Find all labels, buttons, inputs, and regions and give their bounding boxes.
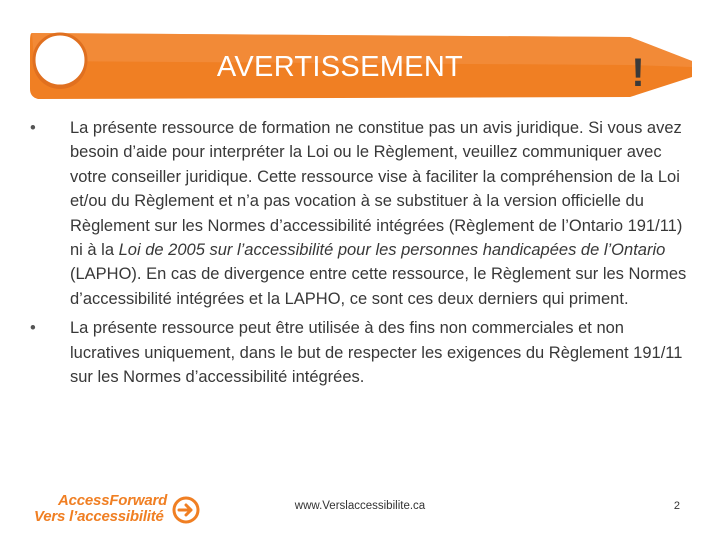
list-item: [30, 316, 690, 389]
header-banner: [30, 31, 692, 100]
exclamation-icon: !: [631, 51, 645, 95]
page-number: 2: [673, 500, 680, 512]
list-item: [30, 116, 690, 311]
bullet-text: La présente ressource peut être utilisée à des fins non commerciales et non lucratives uniquement, dans le but de respecter les exigences du Règlement 191/11 sur les Normes d’accessibilité intégrées.: [70, 319, 683, 387]
logo-line-en: AccessForward: [58, 492, 168, 509]
logo-line-fr: Vers l’accessibilité: [34, 508, 164, 525]
bullet-icon: •: [30, 319, 36, 338]
bullet-text-part: (LAPHO). En cas de divergence entre cette ressource, le Règlement sur les Normes d’accessibilité intégrées et la LAPHO, ce sont ces deux derniers qui priment.: [70, 265, 687, 308]
disclaimer-body: [30, 116, 690, 394]
law-title: Loi de 2005 sur l’accessibilité pour les personnes handicapées de l’Ontario: [118, 241, 666, 260]
bullet-icon: •: [30, 119, 36, 137]
warning-badge: [30, 31, 90, 91]
arrow-right-icon: [172, 496, 200, 524]
accessforward-logo: [34, 492, 204, 526]
footer-url: www.Verslaccessibilite.ca: [294, 500, 426, 512]
bullet-text-part: La présente ressource de formation ne constitue pas un avis juridique. Si vous avez besoin d’aide pour interpréter la Loi ou le Règlement, veuillez communiquer avec votre conseiller juridique. Cette ressource vise à faciliter la compréhension de la Loi et/ou du Règlement et n’a pas vocation à se substituer à la version officielle du Règlement sur les Normes d’accessibilité intégrées (Règlement de l’Ontario 191/11) ni à la: [70, 119, 683, 260]
page-title: AVERTISSEMENT: [216, 51, 464, 83]
